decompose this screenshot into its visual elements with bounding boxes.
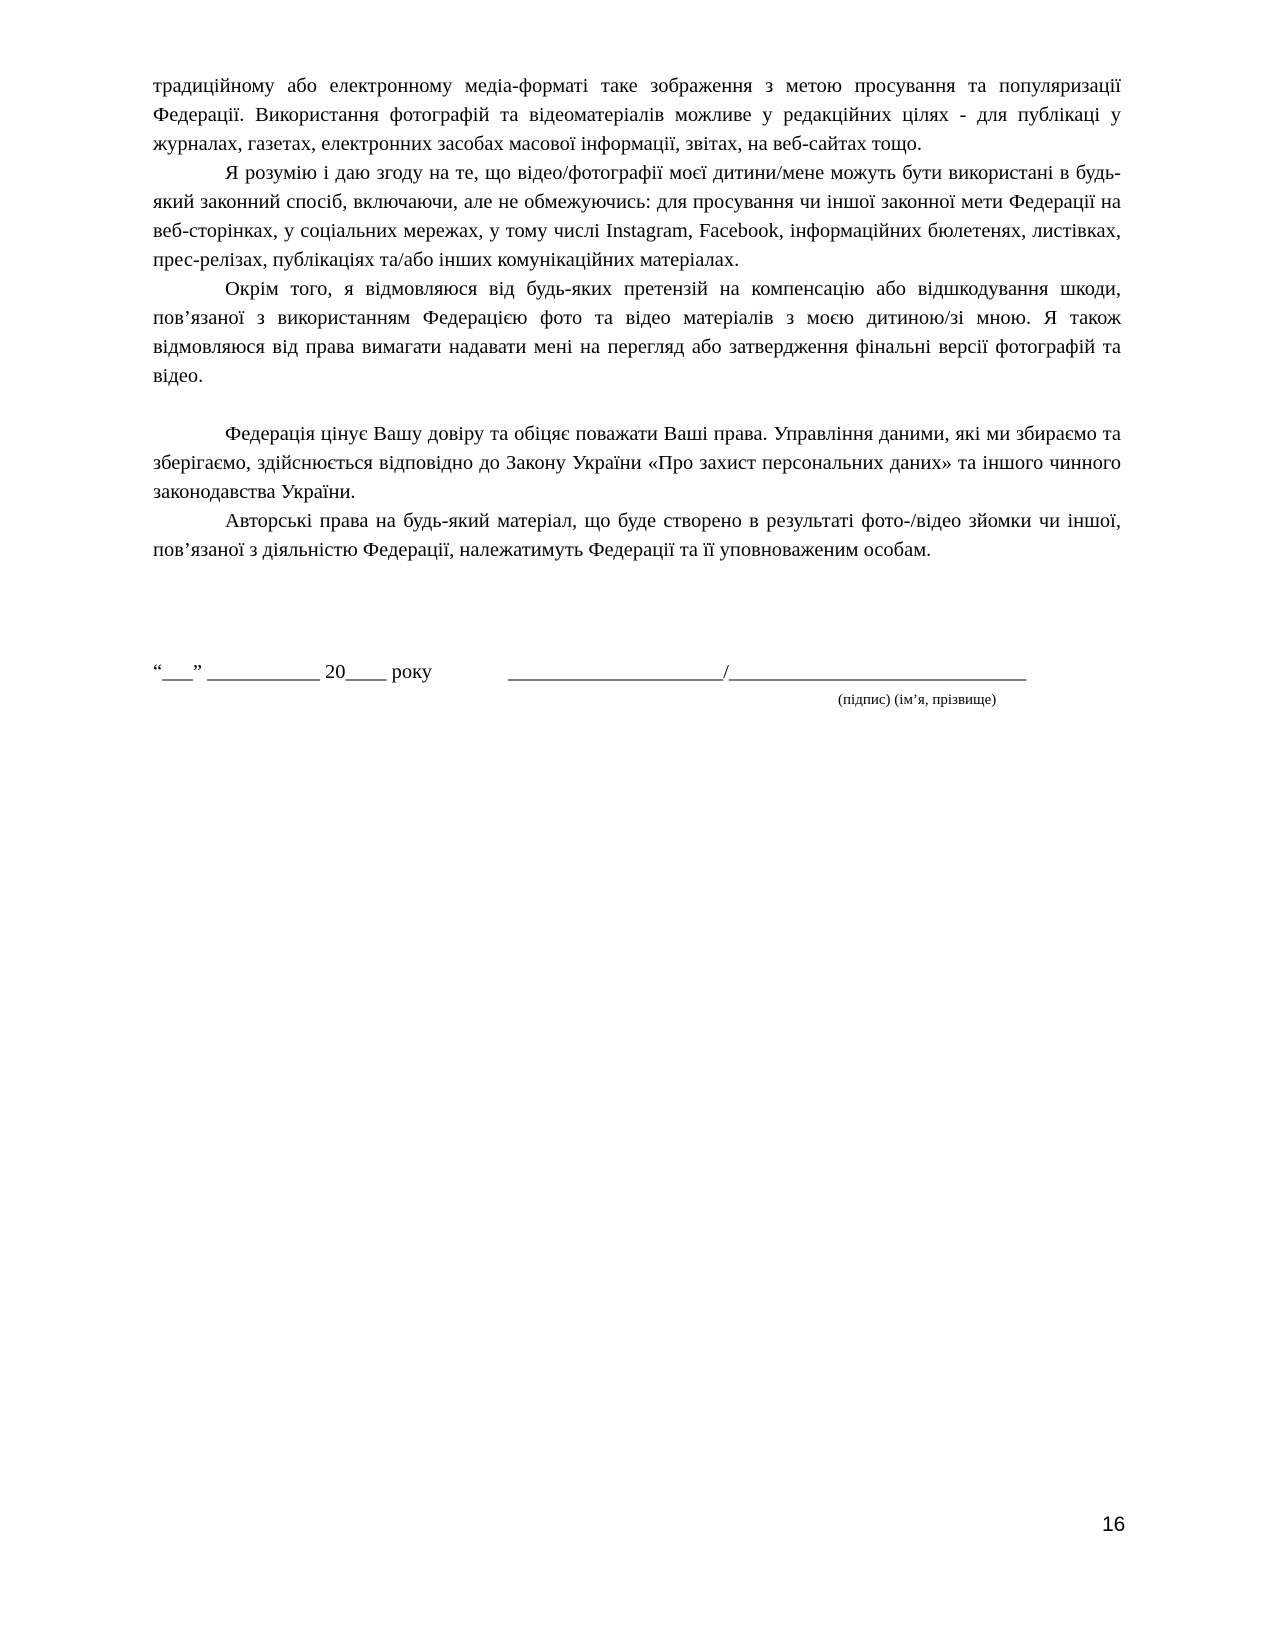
date-field: “___” ___________ 20____ року bbox=[153, 661, 432, 683]
paragraph-waiver: Окрім того, я відмовляюся від будь-яких претензій на компенсацію або відшкодування шкоди, пов’язаної з використанням Федерацією фото та відео матеріалів з моєю дитиною/зі мною. Я також відмовляюся від права вимагати надавати мені на перегляд або затвердження фінальні версії фотографій та відео. bbox=[153, 278, 1121, 387]
signature-field: _____________________/_____________________________ bbox=[508, 661, 1027, 683]
paragraph-spacer bbox=[153, 391, 1121, 420]
page-number: 16 bbox=[1102, 1513, 1126, 1536]
paragraph-data-protection: Федерація цінує Вашу довіру та обіцяє поважати Ваші права. Управління даними, які ми збираємо та зберігаємо, здійснюється відповідно до Закону України «Про захист персональних даних» та іншого чинного законодавства України. bbox=[153, 423, 1121, 503]
paragraph-media-usage: традиційному або електронному медіа-форматі таке зображення з метою просування та популяризації Федерації. Використання фотографій та відеоматеріалів можливе у редакційних цілях - для публікаці у журналах, газетах, електронних засобах масової інформації, звітах, на веб-сайтах тощо. bbox=[153, 75, 1121, 155]
paragraph-consent: Я розумію і даю згоду на те, що відео/фотографії моєї дитини/мене можуть бути використані в будь-який законний спосіб, включаючи, але не обмежуючись: для просування чи іншої законної мети Федерації на веб-сторінках, у соціальних мережах, у тому числі Instagram, Facebook, інформаційних бюлетенях, листівках, прес-релізах, публікаціях та/або інших комунікаційних матеріалах. bbox=[153, 162, 1121, 271]
document-body bbox=[153, 72, 1121, 565]
signature-caption: (підпис) (ім’я, прізвище) bbox=[838, 692, 997, 708]
paragraph-copyright: Авторські права на будь-який матеріал, що буде створено в результаті фото-/відео зйомки чи іншої, пов’язаної з діяльністю Федерації, належатимуть Федерації та її уповноваженим особам. bbox=[153, 510, 1121, 561]
